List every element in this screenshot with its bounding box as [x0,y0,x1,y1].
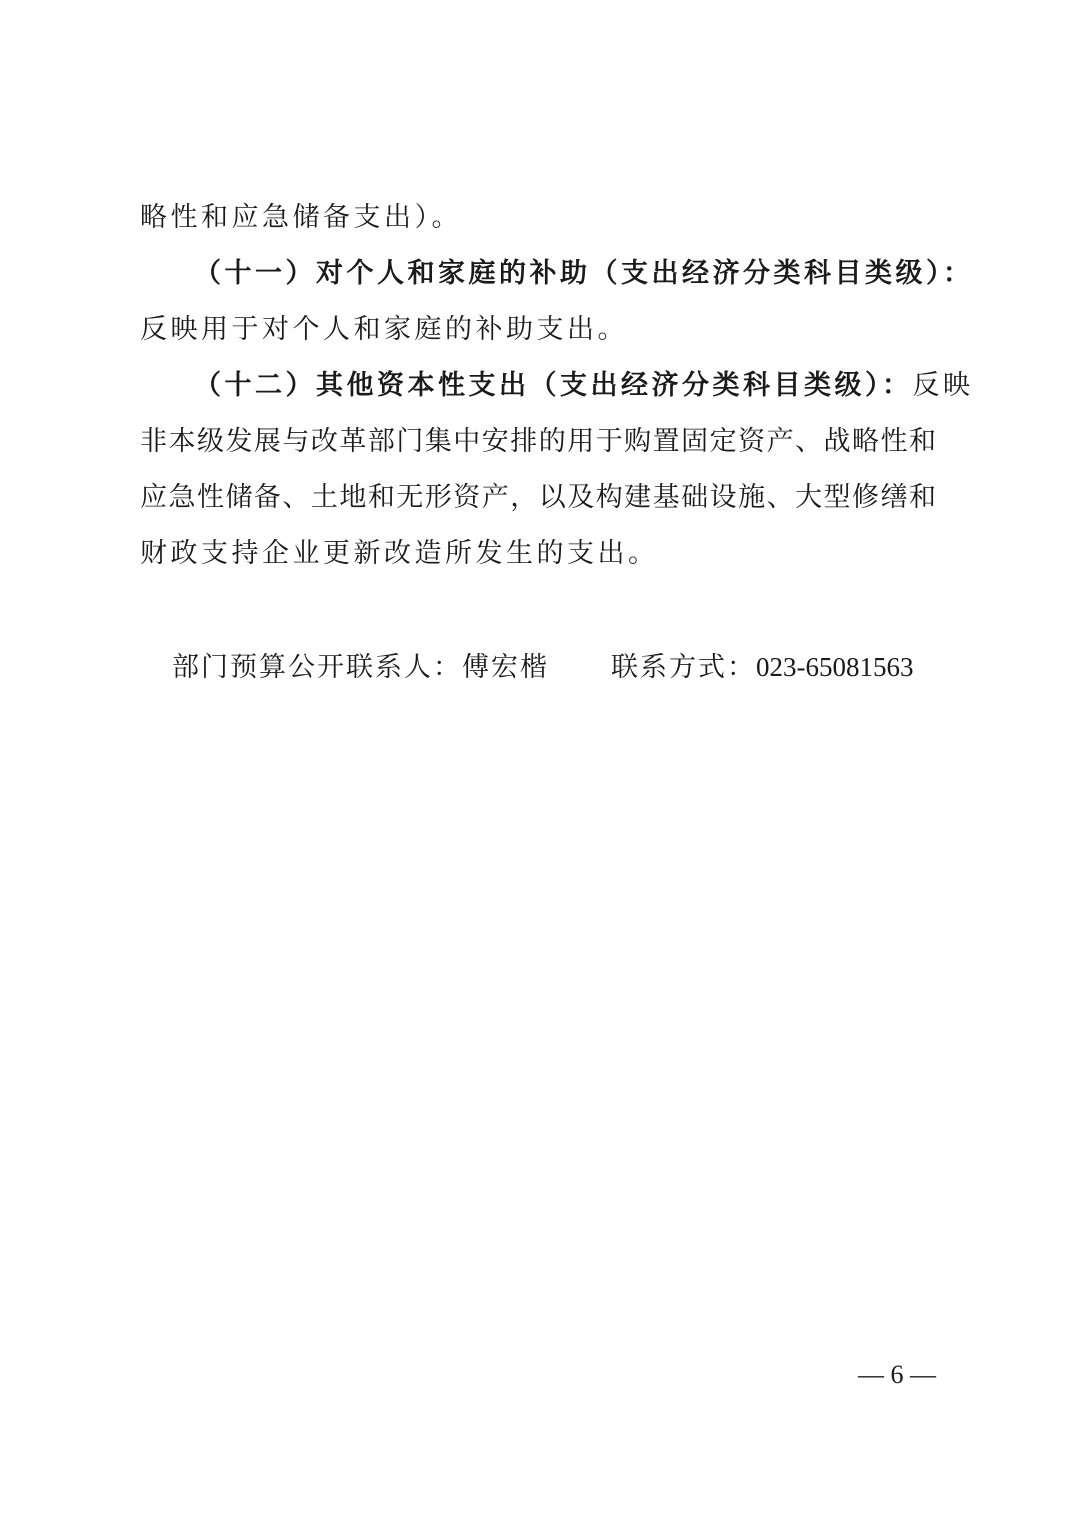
paragraph-10-tail: 略性和应急储备支出）。 [140,202,462,233]
paragraph-12-body-start: 反映 [912,370,974,401]
body-text [140,190,974,582]
paragraph-12-line-2: 非本级发展与改革部门集中安排的用于购置固定资产、战略性和 [140,426,936,457]
contact-person-label: 部门预算公开联系人： [172,652,462,683]
contact-phone-label: 联系方式： [611,652,756,683]
paragraph-11-body: 反映用于对个人和家庭的补助支出。 [140,314,628,345]
paragraph-12-line-4: 财政支持企业更新改造所发生的支出。 [140,538,659,569]
contact-person-name: 傅宏楷 [462,652,549,683]
paragraph-12-first-line [140,358,974,414]
paragraph-12-line-3: 应急性储备、土地和无形资产，以及构建基础设施、大型修缮和 [140,482,936,513]
page-number: — 6 — [858,1360,936,1389]
contact-phone-number: 023-65081563 [756,652,914,682]
contact-line [172,642,914,693]
paragraph-12-heading: （十二）其他资本性支出（支出经济分类科目类级）： [194,370,913,401]
paragraph-11-heading: （十一）对个人和家庭的补助（支出经济分类科目类级）： [194,258,974,289]
